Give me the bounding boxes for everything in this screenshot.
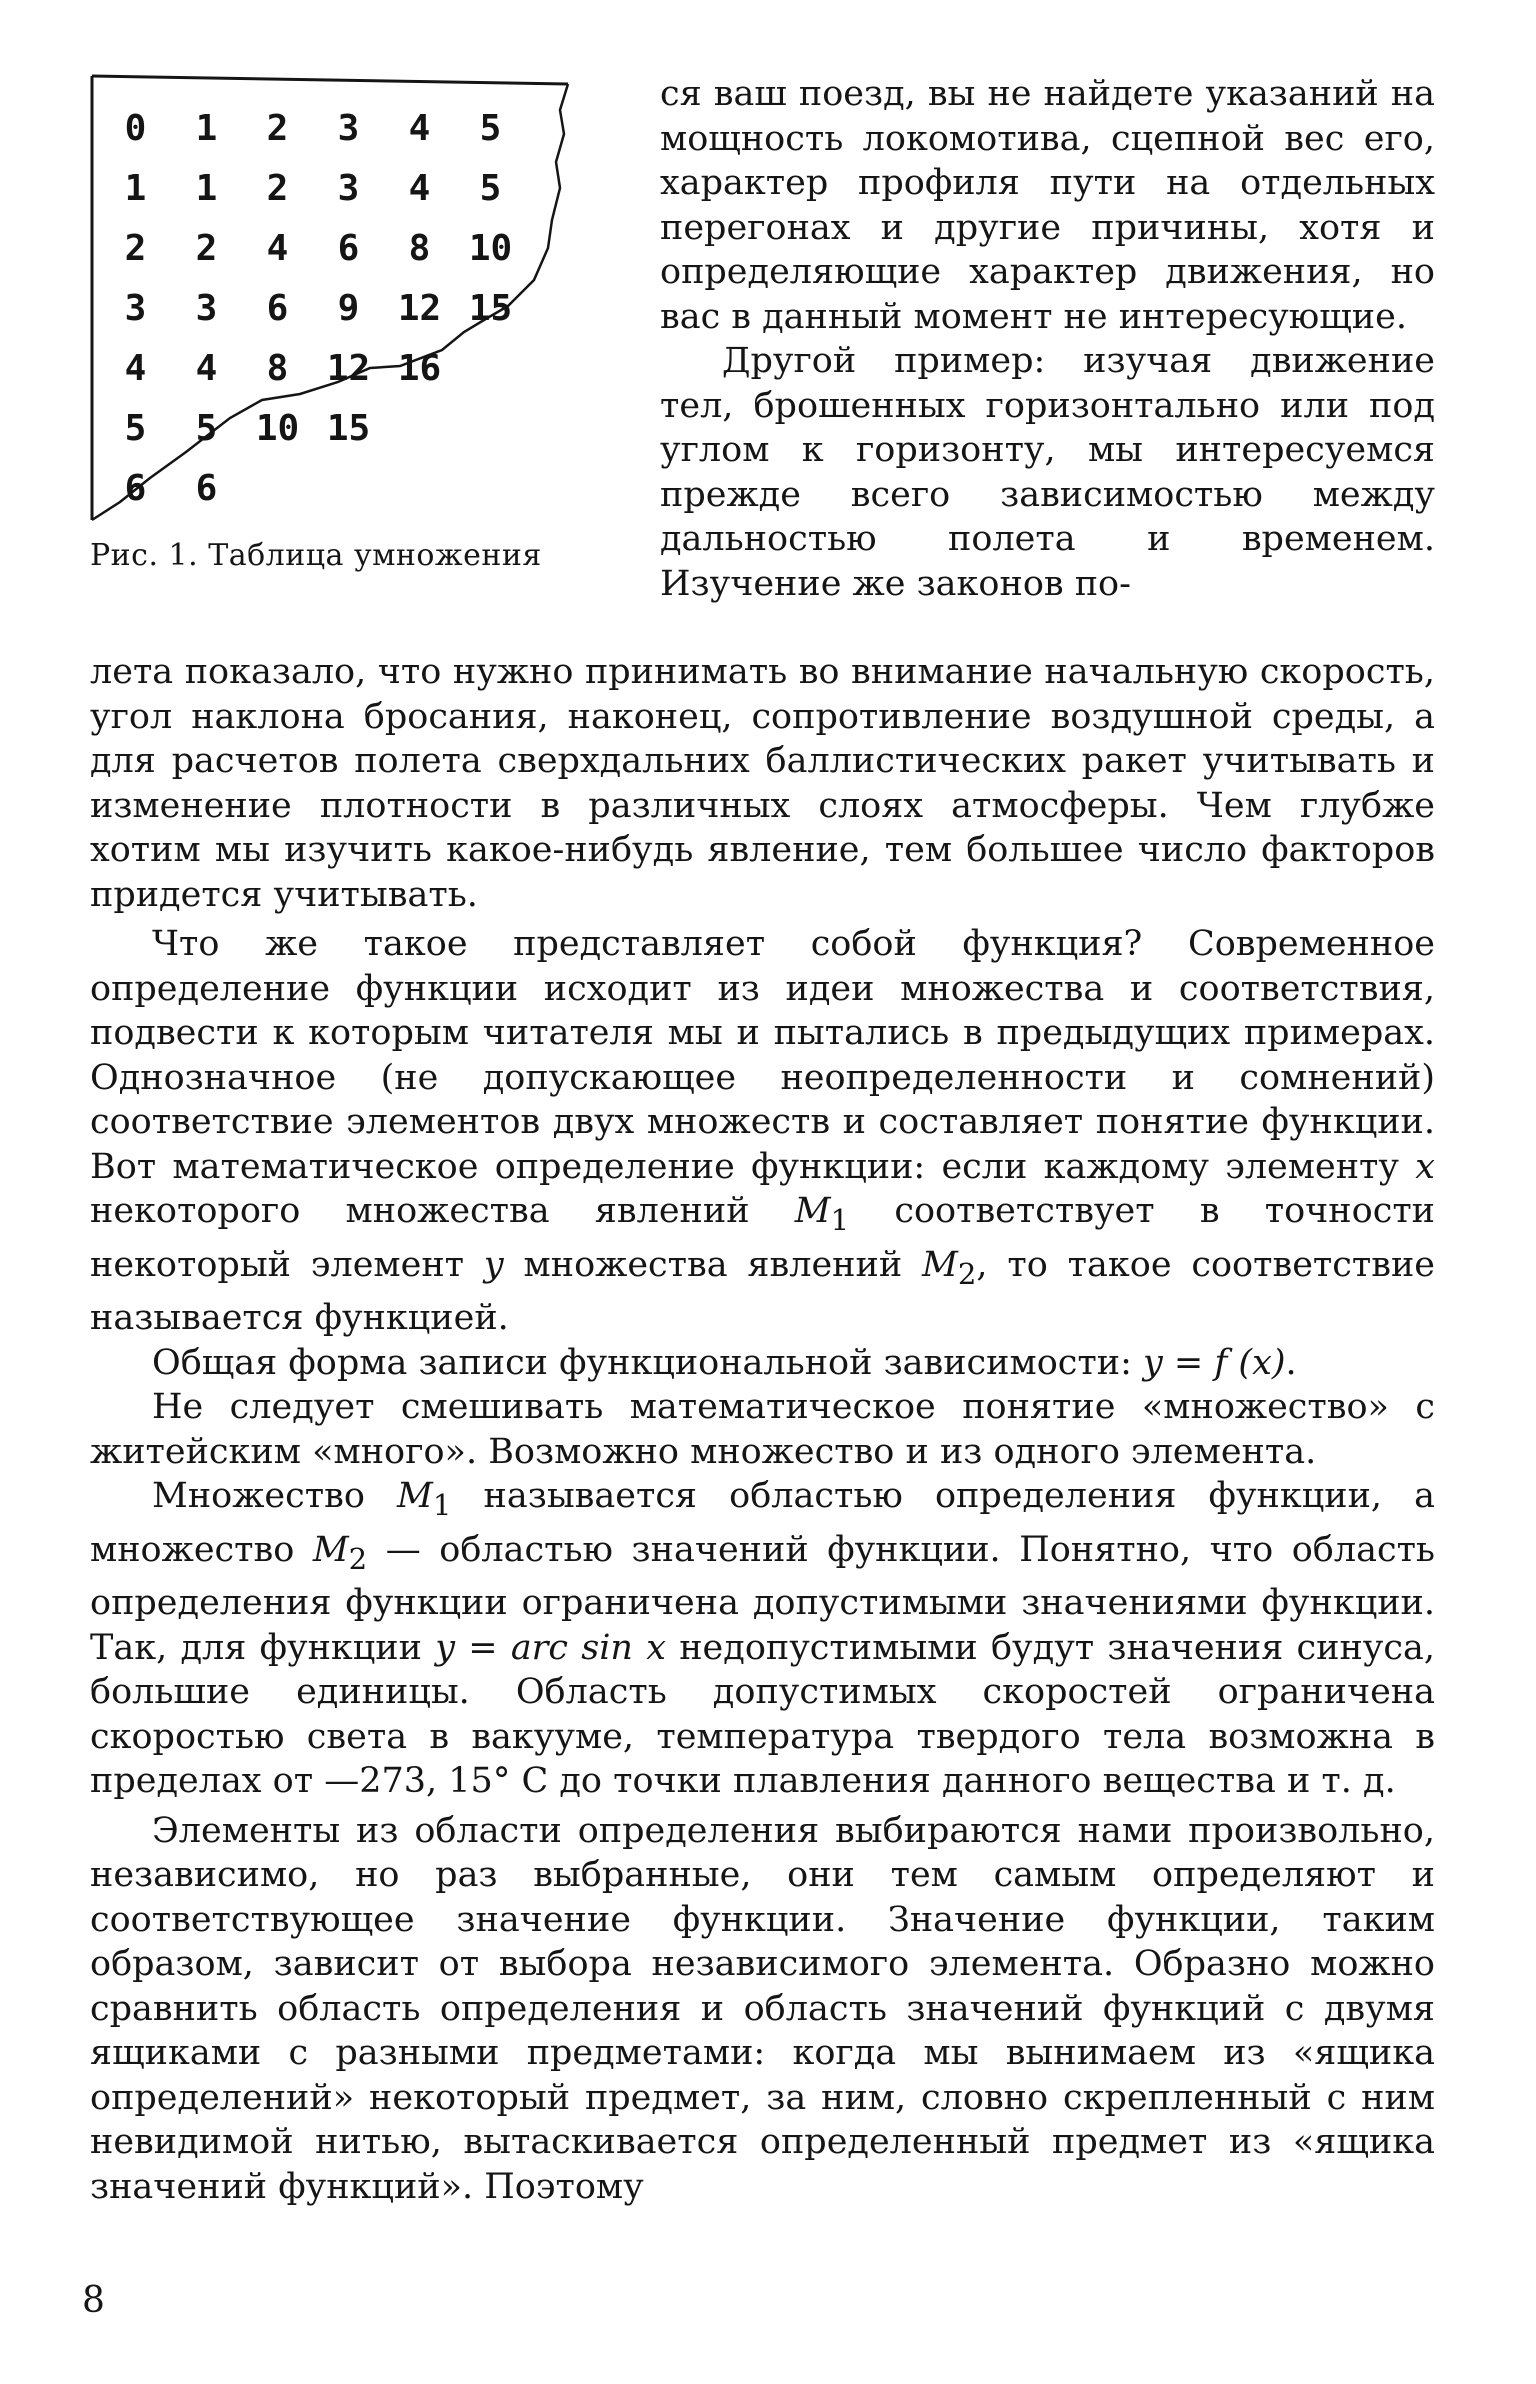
formula-y-equals-f-x: y = f (x)	[1143, 1342, 1286, 1383]
paragraph-set-vs-many: Не следует смешивать математическое понятие «множество» с житейским «много». Возможно множество и из одного элемента.	[90, 1387, 1435, 1472]
table-cell: 1	[195, 107, 218, 149]
table-row	[100, 218, 526, 278]
table-cell: 4	[408, 167, 431, 209]
table-cell: 16	[397, 347, 442, 389]
table-cell: 15	[468, 287, 513, 329]
table-cell: 12	[326, 347, 371, 389]
formula-arcsin: y = arc sin x	[435, 1627, 666, 1668]
page-number: 8	[82, 2280, 105, 2321]
table-row	[100, 398, 526, 458]
table-cell: 5	[195, 407, 218, 449]
table-cell: 4	[195, 347, 218, 389]
table-cell: 2	[124, 227, 147, 269]
paragraph-domain-range: Множество $M_1$ называется областью определения функции, а множество $M_2$ — областью значений функции. Понятно, что область определения функции ограничена допустимыми значениями функции. Так, для функции y = arc sin x недопустимыми будут значения синуса, большие единицы. Область допустимых скоростей ограничена скоростью света в вакууме, температура твердого тела возможна в пределах от —273, 15° С до точки плавления данного вещества и т. д.	[90, 1476, 1436, 1801]
table-row	[100, 278, 526, 338]
table-cell: 12	[397, 287, 442, 329]
text-column-full	[90, 650, 1435, 2209]
table-cell: 2	[266, 167, 289, 209]
paragraph-continuation: лета показало, что нужно принимать во внимание начальную скорость, угол наклона бросания, наконец, сопротивление воздушной среды, а для расчетов полета сверхдальних баллистических ракет учитывать и изменение плотности в различных слоях атмосферы. Чем глубже хотим мы изучить какое-нибудь явление, тем большее число факторов придется учитывать.	[90, 652, 1435, 915]
table-cell: 5	[479, 107, 502, 149]
table-cell: 15	[326, 407, 371, 449]
table-cell: 5	[479, 167, 502, 209]
table-row	[100, 158, 526, 218]
text-column-beside-figure	[660, 72, 1435, 606]
table-cell: 2	[195, 227, 218, 269]
table-cell: 6	[195, 467, 218, 509]
table-cell: 6	[124, 467, 147, 509]
multiplication-table-figure	[90, 70, 590, 570]
table-cell: 5	[124, 407, 147, 449]
table-cell: 3	[337, 167, 360, 209]
table-cell: 8	[266, 347, 289, 389]
table-cell: 2	[266, 107, 289, 149]
table-cell: 8	[408, 227, 431, 269]
paragraph-train: ся ваш поезд, вы не найдете указаний на мощность локомотива, сцепной вес его, характер профиля пути на отдельных перегонах и другие причины, хотя и определяющие характер движения, но вас в данный момент не интересующие.	[660, 74, 1435, 337]
table-cell: 4	[408, 107, 431, 149]
table-cell: 6	[337, 227, 360, 269]
table-cell: 9	[337, 287, 360, 329]
table-cell: 1	[195, 167, 218, 209]
table-cell: 6	[266, 287, 289, 329]
table-cell: 0	[124, 107, 147, 149]
table-cell: 3	[337, 107, 360, 149]
multiplication-table	[100, 98, 526, 518]
table-cell: 1	[124, 167, 147, 209]
table-row	[100, 458, 526, 518]
table-cell: 4	[124, 347, 147, 389]
table-cell: 3	[124, 287, 147, 329]
table-row	[100, 98, 526, 158]
table-cell: 3	[195, 287, 218, 329]
table-top-border	[92, 76, 568, 84]
paragraph-elements: Элементы из области определения выбираются нами произвольно, независимо, но раз выбранные, они тем самым определяют и соответствующее значение функции. Значение функции, таким образом, зависит от выбора независимого элемента. Образно можно сравнить область определения и область значений функций с двумя ящиками с разными предметами: когда мы вынимаем из «ящика определений» некоторый предмет, за ним, словно скрепленный с ним невидимой нитью, вытаскивается определенный предмет из «ящика значений функций». Поэтому	[90, 1810, 1435, 2207]
table-row	[100, 338, 526, 398]
table-cell: 4	[266, 227, 289, 269]
figure-caption: Рис. 1. Таблица умножения	[90, 538, 542, 573]
table-cell: 10	[468, 227, 513, 269]
paragraph-other-example: Другой пример: изучая движение тел, брошенных горизонтально или под углом к горизонту, мы интересуемся прежде всего зависимостью между дальностью полета и временем. Изучение же законов по-	[660, 341, 1435, 604]
table-cell: 10	[255, 407, 300, 449]
paragraph-function-definition: Что же такое представляет собой функция? Современное определение функции исходит из идеи множества и соответствия, подвести к которым читателя мы и пытались в предыдущих примерах. Однозначное (не допускающее неопределенности и сомнений) соответствие элементов двух множеств и составляет понятие функции. Вот математическое определение функции: если каждому элементу x некоторого множества явлений $M_1$ соответствует в точности некоторый элемент y множества явлений $M_2$, то такое соответствие называется функцией.	[90, 924, 1436, 1338]
paragraph-general-form: Общая форма записи функциональной зависимости: y = f (x).	[152, 1342, 1297, 1383]
